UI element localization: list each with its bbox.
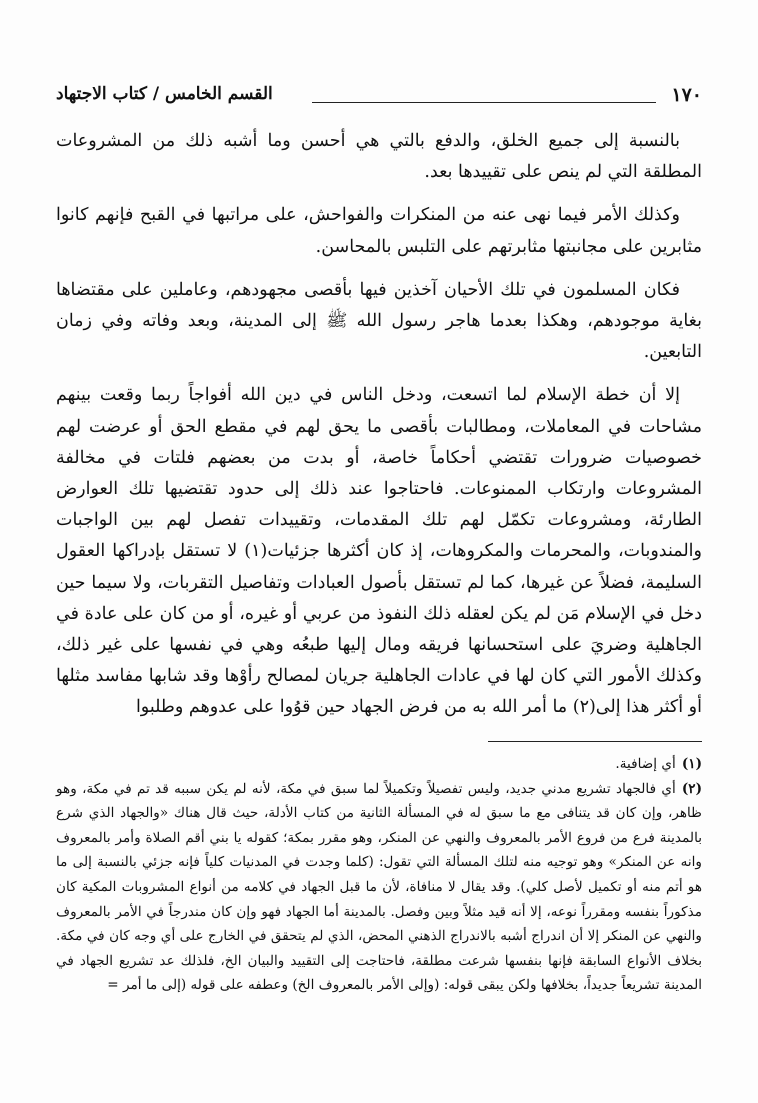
footnote-number: (١): [681, 756, 702, 772]
footnotes: [56, 752, 702, 998]
paragraph: وكذلك الأمر فيما نهى عنه من المنكرات والفواحش، على مراتبها في القبح فإنهم كانوا مثابرين على مجانبتها مثابرتهم على التلبس بالمحاسن.: [56, 205, 702, 257]
paragraph: فكان المسلمون في تلك الأحيان آخذين فيها بأقصى مجهودهم، وعاملين على مقتضاها بغاية موجودهم، وهكذا بعدما هاجر رسول الله ﷺ إلى المدينة، وبعد وفاته وفي زمان التابعين.: [56, 279, 702, 363]
footnote-text: أي إضافية.: [615, 756, 676, 772]
footnote: [56, 752, 702, 777]
footnote-text: أي فالجهاد تشريع مدني جديد، وليس تفصيلاً وتكميلاً لما سبق في مكة، لأنه لم يكن سببه قد تم في مكة، وهو ظاهر، وإن كان قد يتنافى مع ما سبق له في المسألة الثانية من كتاب الأدلة، حيث قال هناك «والجهاد الذي شرع بالمدينة فرع من فروع الأمر بالمعروف والنهي عن المنكر، وهو مقرر بمكة؛ كقوله يا بني أقم الصلاة وأمر بالمعروف وانه عن المنكر» وهو توجيه منه لتلك المسألة التي تقول: (كلما وجدت في المدنيات كلياً فإنه جزئي بالنسبة إلى ما هو أتم منه أو تكميل لأصل كلي). وقد يقال لا منافاة، لأن ما قبل الجهاد في كلامه من أنواع المشروبات المكية كان مذكوراً بنفسه ومقرراً نوعه، إلا أنه قيد مثلاً وبين وفصل. بالمدينة أما الجهاد فهو وإن كان مندرجاً في الأمر بالمعروف والنهي عن المنكر إلا أن اندراج أشبه بالاندراج الذهني المحض، الذي لم يتحقق في الخارج على أي وجه كان في مكة. بخلاف الأنواع السابقة فإنها بنفسها شرعت مطلقة، فاحتاجت إلى التقييد والبيان الخ، فلذلك عد تشريع الجهاد في المدينة تشريعاً جديداً، بخلافها ولكن يبقى قوله: (وإلى الأمر بالمعروف الخ) وعطفه على قوله (إلى ما أمر =: [56, 780, 702, 994]
footnote: [56, 777, 702, 998]
footnote-number: (٢): [681, 780, 702, 797]
header-rule: [312, 102, 656, 103]
footnote-rule: [488, 741, 702, 742]
running-title: القسم الخامس / كتاب الاجتهاد: [56, 84, 273, 104]
page-header: [56, 84, 702, 114]
page-number: ١٧٠: [671, 84, 702, 106]
paragraph: إلا أن خطة الإسلام لما اتسعت، ودخل الناس في دين الله أفواجاً ربما وقعت بينهم مشاحات في المعاملات، ومطالبات بأقصى ما يحق لهم في مقطع الحق أو عرضت لهم خصوصيات ضرورات تقتضي أحكاماً خاصة، أو بدت من بعضهم فلتات في مخالفة المشروعات وارتكاب الممنوعات. فاحتاجوا عند ذلك إلى حدود تقتضيها تلك العوارض الطارئة، ومشروعات تكمّل لهم تلك المقدمات، وتقييدات تفصل لهم بين الواجبات والمندوبات، والمحرمات والمكروهات، إذ كان أكثرها جزئيات(١) لا تستقل بإدراكها العقول السليمة، فضلاً عن غيرها، كما لم تستقل بأصول العبادات وتفاصيل التقربات، ولا سيما حين دخل في الإسلام مَن لم يكن لعقله ذلك النفوذ من عربي أو غيره، أو من كان على عادة في الجاهلية وضريَ على استحسانها فريقه ومال إليها طبعُه وهي في نفسها على غير ذلك، وكذلك الأمور التي كان لها في عادات الجاهلية جريان لمصالح رأوْها وقد شابها مفاسد مثلها أو أكثر هذا إلى(٢) ما أمر الله به من فرض الجهاد حين قوُوا على عدوهم وطلبوا: [56, 385, 702, 718]
main-text: [56, 126, 702, 724]
paragraph: بالنسبة إلى جميع الخلق، والدفع بالتي هي أحسن وما أشبه ذلك من المشروعات المطلقة التي لم ينص على تقييدها بعد.: [56, 131, 702, 183]
